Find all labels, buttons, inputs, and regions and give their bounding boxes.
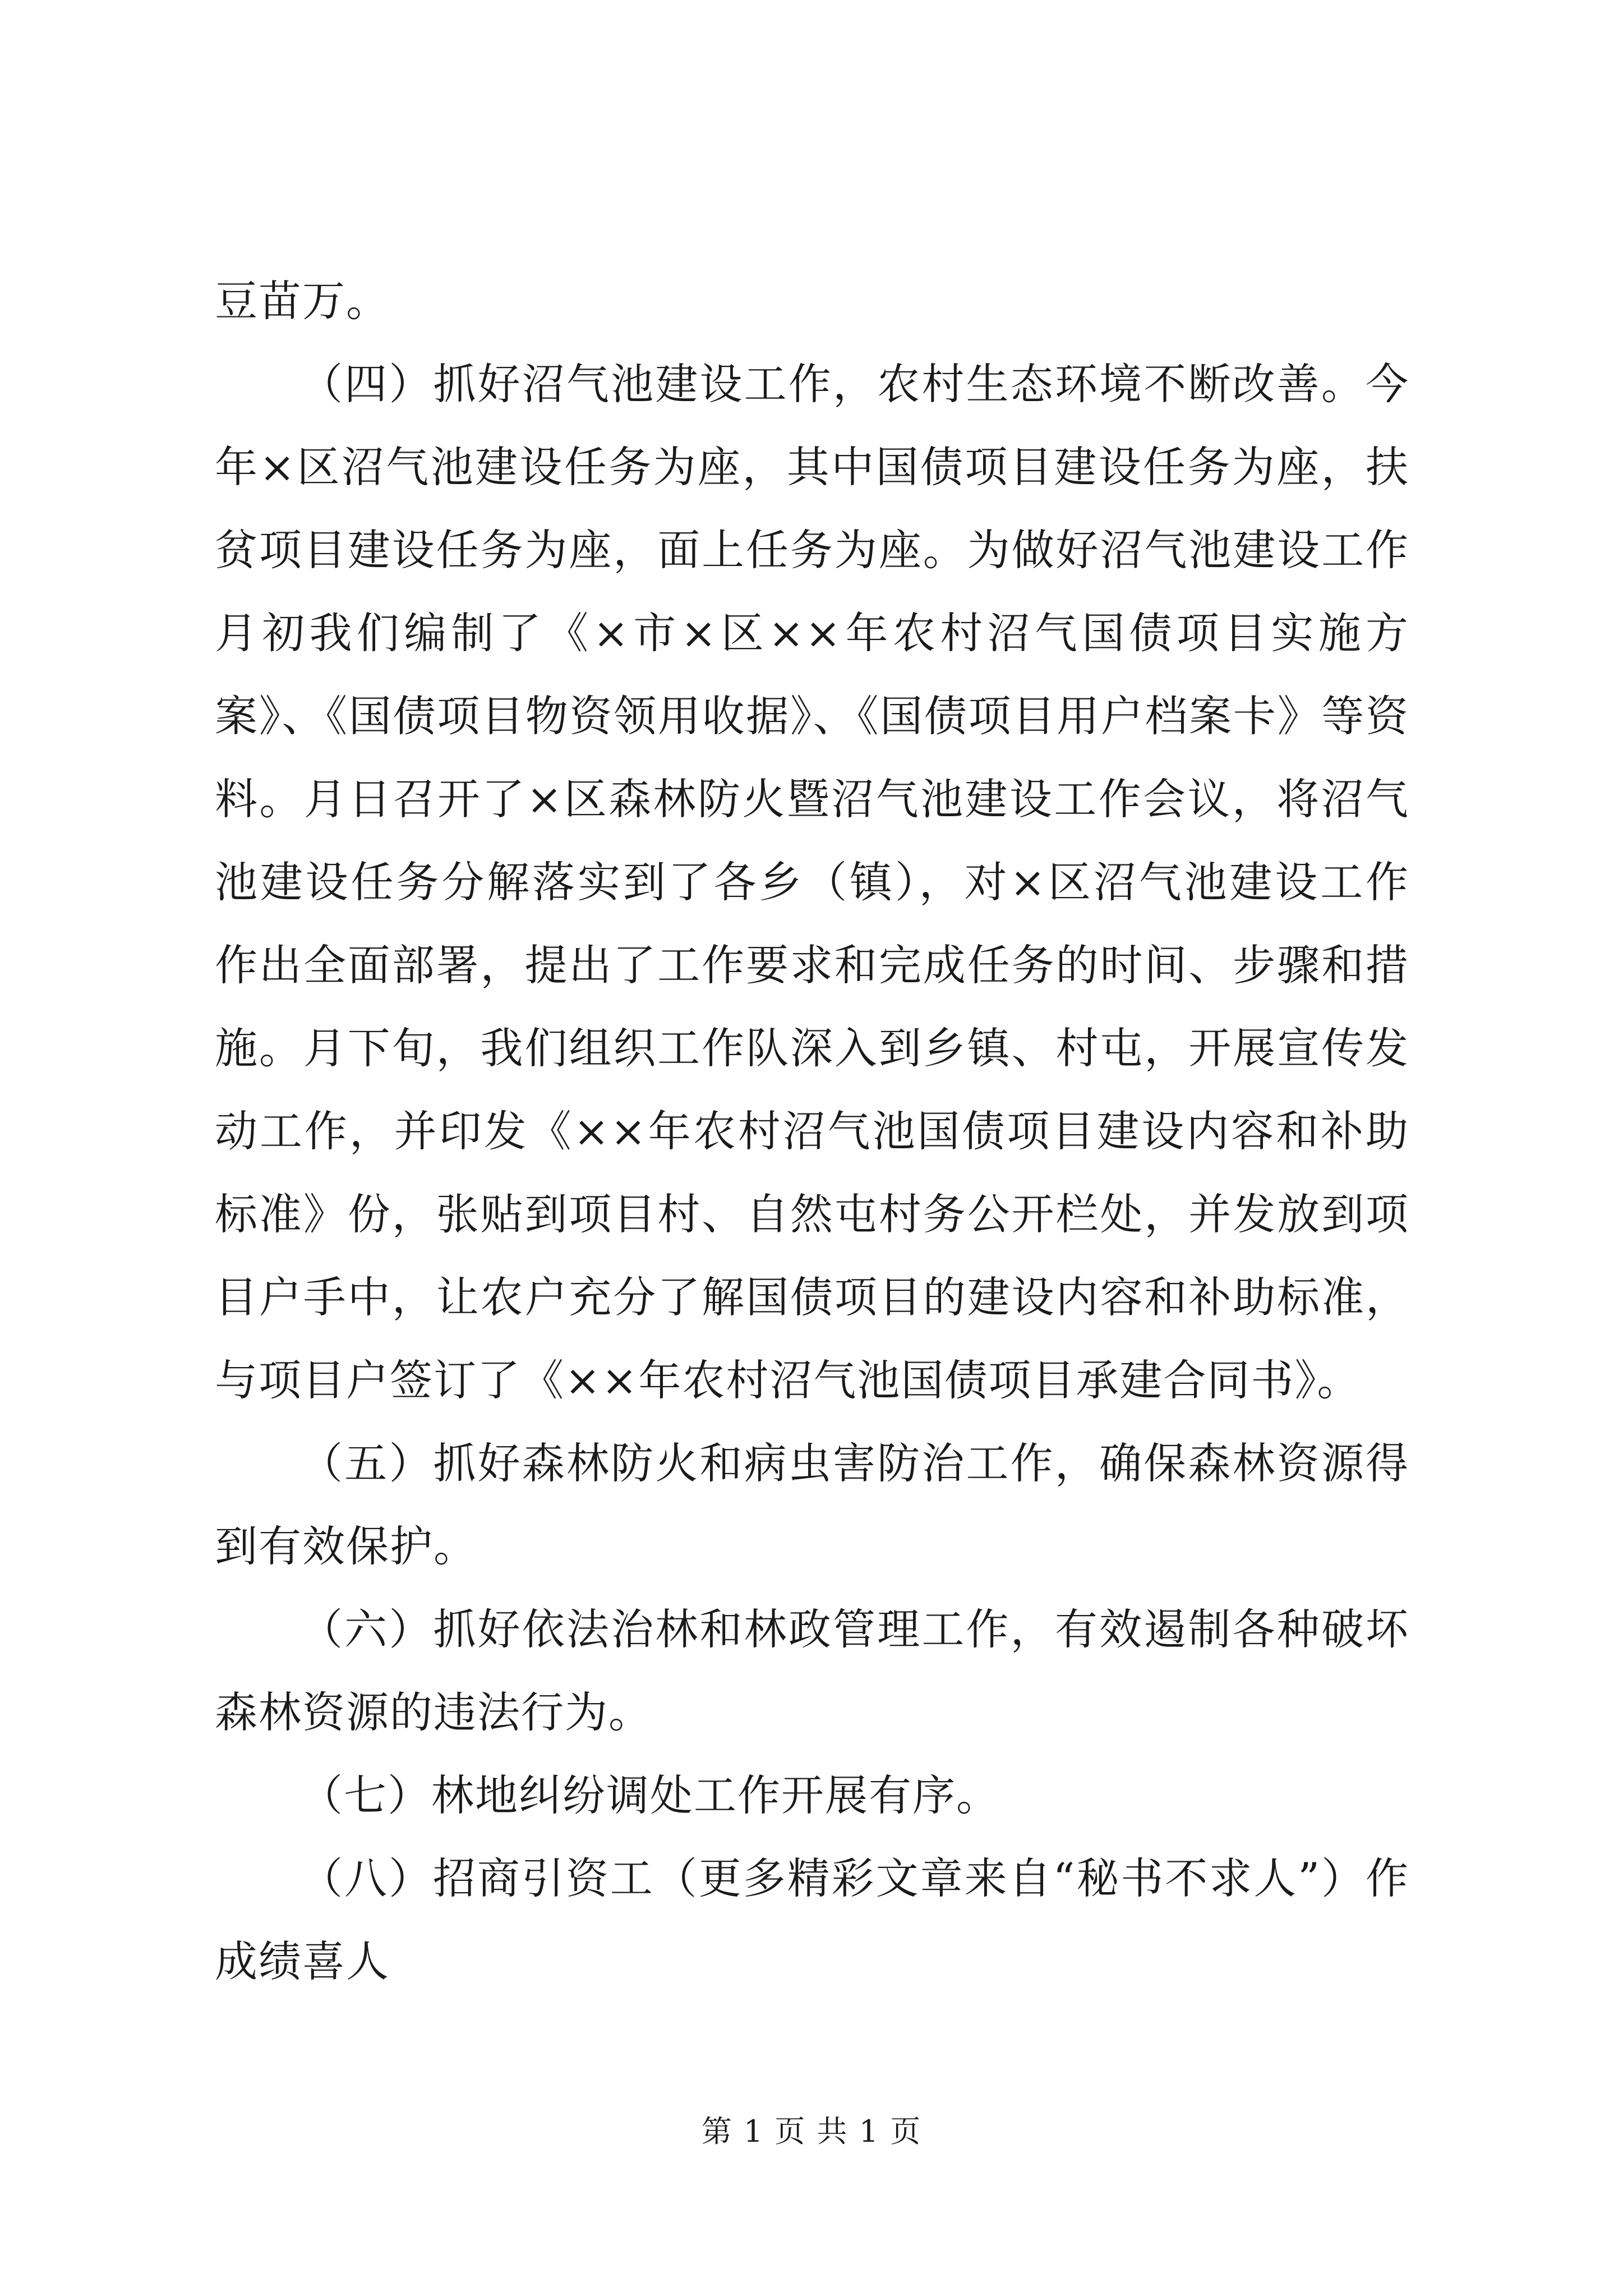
paragraph-forestry-law: （六）抓好依法治林和林政管理工作，有效遏制各种破坏森林资源的违法行为。: [215, 1604, 1409, 1737]
paragraph-biogas-construction: （四）抓好沼气池建设工作，农村生态环境不断改善。今年×区沼气池建设任务为座，其中国债项目建设任务为座，扶贫项目建设任务为座，面上任务为座。为做好沼气池建设工作月初我们编制了《×市×区××年农村沼气国债项目实施方案》、《国债项目物资领用收据》、《国债项目用户档案卡》等资料。月日召开了×区森林防火暨沼气池建设工作会议，将沼气池建设任务分解落实到了各乡（镇），对×区沼气池建设工作作出全面部署，提出了工作要求和完成任务的时间、步骤和措施。月下旬，我们组织工作队深入到乡镇、村屯，开展宣传发动工作，并印发《××年农村沼气池国债项目建设内容和补助标准》份，张贴到项目村、自然屯村务公开栏处，并发放到项目户手中，让农户充分了解国债项目的建设内容和补助标准，与项目户签订了《××年农村沼气池国债项目承建合同书》。: [215, 359, 1409, 1405]
paragraph-continuation: 豆苗万。: [215, 276, 390, 326]
document-body: [215, 260, 1409, 2003]
paragraph-land-dispute: （七）林地纠纷调处工作开展有序。: [300, 1770, 1000, 1820]
paragraph-forest-fire-prevention: （五）抓好森林防火和病虫害防治工作，确保森林资源得到有效保护。: [215, 1438, 1409, 1571]
page-number-footer: 第 1 页 共 1 页: [701, 2114, 922, 2149]
paragraph-investment: （八）招商引资工（更多精彩文章来自“秘书不求人”）作成绩喜人: [215, 1853, 1409, 1986]
